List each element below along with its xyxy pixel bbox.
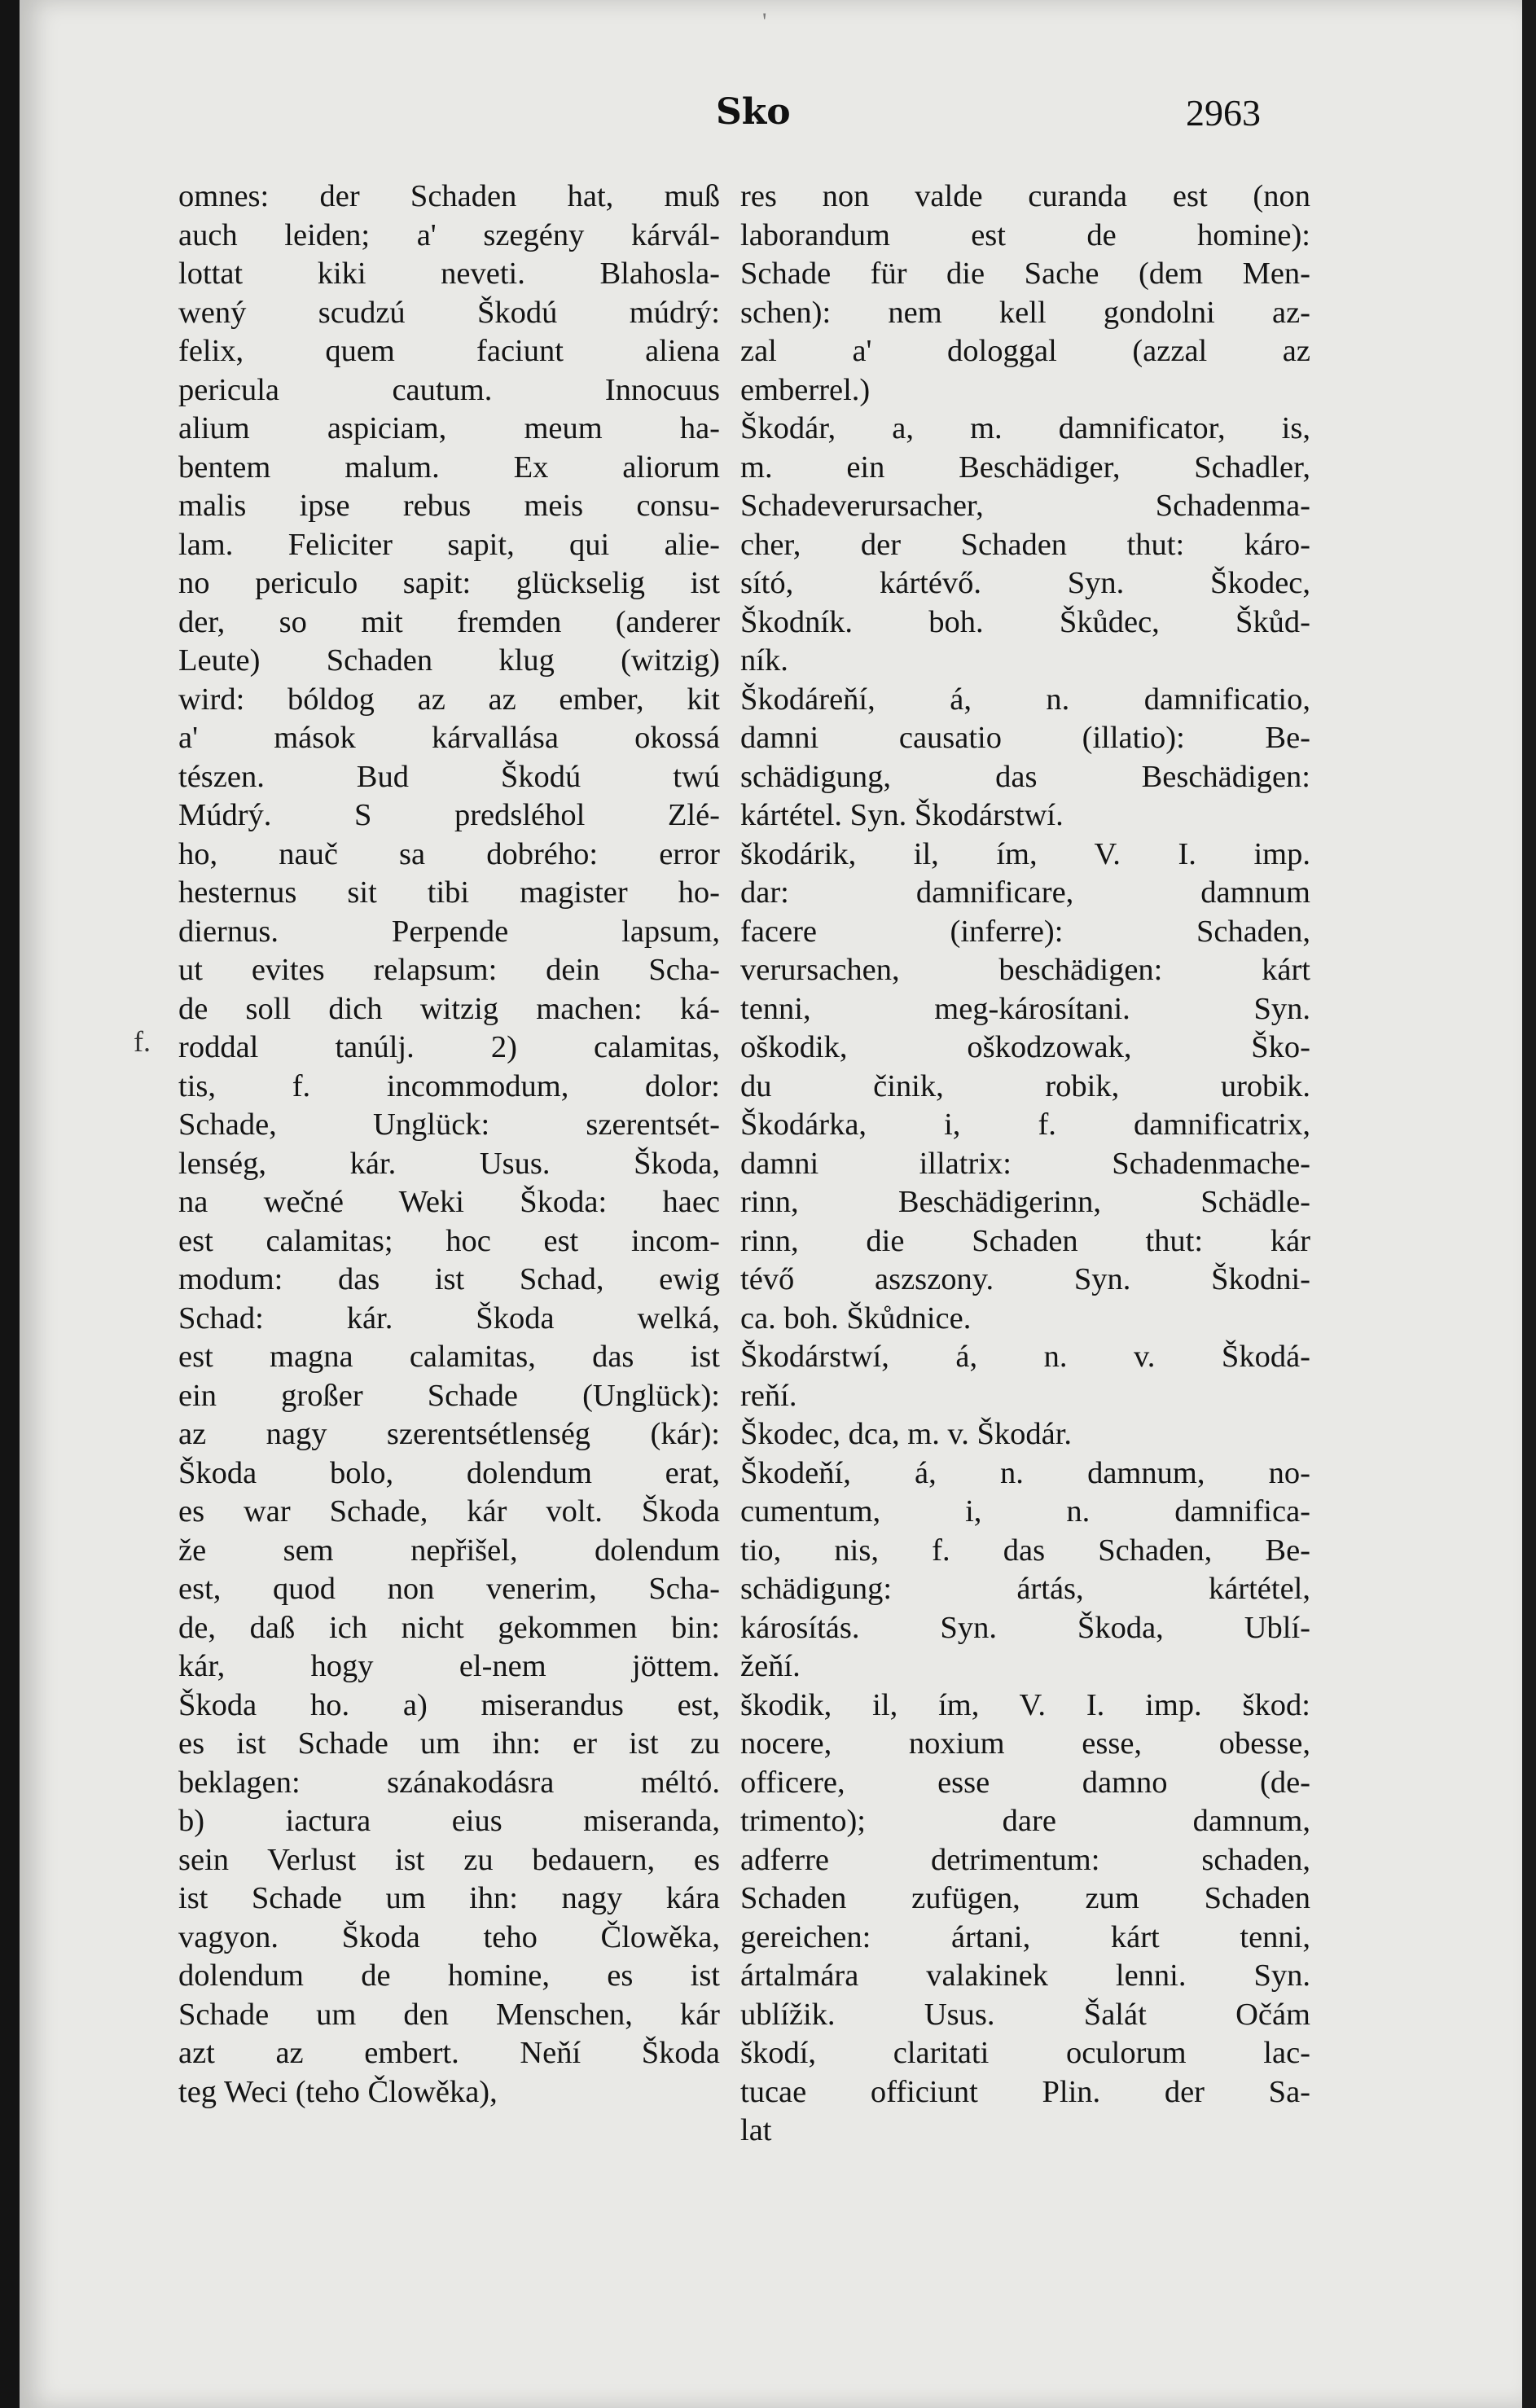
text-line: na wečné Weki Škoda: haec xyxy=(178,1185,720,1219)
text-line: lottat kiki neveti. Blahosla- xyxy=(178,257,720,291)
book-page xyxy=(20,0,1522,2408)
text-line: felix, quem faciunt aliena xyxy=(178,334,720,368)
text-line: wird: bóldog az az ember, kit xyxy=(178,682,720,717)
text-line: es war Schade, kár volt. Škoda xyxy=(178,1494,720,1529)
text-line: est, quod non venerim, Scha- xyxy=(178,1572,720,1606)
text-line: diernus. Perpende lapsum, xyxy=(178,914,720,949)
text-line: ca. boh. Škůdnice. xyxy=(740,1300,972,1336)
text-line: a' mások kárvallása okossá xyxy=(178,721,720,755)
text-line: Schade für die Sache (dem Men- xyxy=(740,257,1310,291)
text-line: Škoda bolo, dolendum erat, xyxy=(178,1455,720,1490)
text-line: damni causatio (illatio): Be- xyxy=(740,721,1310,755)
text-line: škodárik, il, ím, V. I. imp. xyxy=(740,836,1310,871)
text-line: Múdrý. S predsléhol Zlé- xyxy=(178,798,720,832)
text-line: az nagy szerentsétlenség (kár): xyxy=(178,1417,720,1451)
left-column xyxy=(178,178,720,2112)
text-line: de, daß ich nicht gekommen bin: xyxy=(178,1610,720,1645)
text-line: vagyon. Škoda teho Člowěka, xyxy=(178,1919,720,1954)
text-line: že sem nepřišel, dolendum xyxy=(178,1533,720,1568)
text-line: damni illatrix: Schadenmache- xyxy=(740,1146,1310,1181)
text-line: ist Schade um ihn: nagy kára xyxy=(178,1881,720,1915)
text-line: ut evites relapsum: dein Scha- xyxy=(178,953,720,987)
page-header xyxy=(20,91,1522,140)
text-line: sein Verlust ist zu bedauern, es xyxy=(178,1842,720,1877)
text-line: Schaden zufügen, zum Schaden xyxy=(740,1881,1310,1915)
scan-speck: ' xyxy=(762,8,767,35)
book-gutter-left xyxy=(0,0,20,2408)
text-line: hesternus sit tibi magister ho- xyxy=(178,875,720,910)
text-line: verursachen, beschädigen: kárt xyxy=(740,953,1310,987)
text-line: Schadeverursacher, Schadenma- xyxy=(740,489,1310,523)
text-line: bentem malum. Ex aliorum xyxy=(178,450,720,485)
text-line: est calamitas; hoc est incom- xyxy=(178,1223,720,1258)
text-line: auch leiden; a' szegény kárvál- xyxy=(178,217,720,252)
text-line: tévő aszszony. Syn. Škodni- xyxy=(740,1262,1310,1296)
text-line: Škodník. boh. Škůdec, Škůd- xyxy=(740,604,1310,639)
text-line: cumentum, i, n. damnifica- xyxy=(740,1494,1310,1529)
text-line: ublížik. Usus. Šalát Očám xyxy=(740,1997,1310,2032)
text-line: oškodik, oškodzowak, Ško- xyxy=(740,1030,1310,1064)
text-line: schädigung: ártás, kártétel, xyxy=(740,1572,1310,1606)
page-number: 2963 xyxy=(1186,92,1261,134)
text-line: es ist Schade um ihn: er ist zu xyxy=(178,1726,720,1761)
text-line: žeňí. xyxy=(740,1649,801,1683)
text-line: pericula cautum. Innocuus xyxy=(178,372,720,407)
text-line: schädigung, das Beschädigen: xyxy=(740,759,1310,794)
text-line: Škodáreňí, á, n. damnificatio, xyxy=(740,682,1310,717)
text-line: de soll dich witzig machen: ká- xyxy=(178,991,720,1026)
text-line: adferre detrimentum: schaden, xyxy=(740,1842,1310,1877)
book-edge-right xyxy=(1522,0,1536,2408)
text-line: kártétel. Syn. Škodárstwí. xyxy=(740,798,1064,832)
text-line: cher, der Schaden thut: káro- xyxy=(740,527,1310,562)
text-line: Schad: kár. Škoda welká, xyxy=(178,1300,720,1336)
right-column xyxy=(740,178,1310,2151)
text-line: ník. xyxy=(740,643,788,678)
text-line: ártalmára valakinek lenni. Syn. xyxy=(740,1958,1310,1993)
text-line: zal a' dologgal (azzal az xyxy=(740,334,1310,368)
text-line: omnes: der Schaden hat, muß xyxy=(178,179,720,213)
text-line: trimento); dare damnum, xyxy=(740,1804,1310,1838)
text-line: teg Weci (teho Člowěka), xyxy=(178,2074,498,2109)
text-line: tenni, meg-károsítani. Syn. xyxy=(740,991,1310,1026)
text-line: officere, esse damno (de- xyxy=(740,1765,1310,1800)
text-line: dolendum de homine, es ist xyxy=(178,1958,720,1993)
text-line: tis, f. incommodum, dolor: xyxy=(178,1068,720,1103)
text-line: res non valde curanda est (non xyxy=(740,179,1310,213)
text-line: škodí, claritati oculorum lac- xyxy=(740,2036,1310,2070)
text-line: Schade, Unglück: szerentsét- xyxy=(178,1108,720,1142)
text-line: beklagen: szánakodásra méltó. xyxy=(178,1765,720,1800)
text-line: Leute) Schaden klug (witzig) xyxy=(178,643,720,678)
text-line: károsítás. Syn. Škoda, Ublí- xyxy=(740,1610,1310,1645)
text-line: b) iactura eius miseranda, xyxy=(178,1804,720,1838)
text-line: Škoda ho. a) miserandus est, xyxy=(178,1687,720,1722)
text-line: no periculo sapit: glückselig ist xyxy=(178,566,720,600)
text-line: alium aspiciam, meum ha- xyxy=(178,411,720,445)
text-line: tucae officiunt Plin. der Sa- xyxy=(740,2074,1310,2109)
text-line: wený scudzú Škodú múdrý: xyxy=(178,295,720,330)
text-line: modum: das ist Schad, ewig xyxy=(178,1262,720,1296)
text-line: lat xyxy=(740,2113,772,2147)
text-line: dar: damnificare, damnum xyxy=(740,875,1310,910)
text-line: der, so mit fremden (anderer xyxy=(178,604,720,639)
text-line: sító, kártévő. Syn. Škodec, xyxy=(740,566,1310,600)
text-line: rinn, die Schaden thut: kár xyxy=(740,1223,1310,1258)
text-line: est magna calamitas, das ist xyxy=(178,1340,720,1374)
text-line: lam. Feliciter sapit, qui alie- xyxy=(178,527,720,562)
text-line: škodik, il, ím, V. I. imp. škod: xyxy=(740,1687,1310,1722)
text-line: Škodár, a, m. damnificator, is, xyxy=(740,411,1310,445)
text-line: reňí. xyxy=(740,1378,797,1413)
text-line: gereichen: ártani, kárt tenni, xyxy=(740,1919,1310,1954)
text-line: tio, nis, f. das Schaden, Be- xyxy=(740,1533,1310,1568)
text-line: malis ipse rebus meis consu- xyxy=(178,489,720,523)
text-line: rinn, Beschädigerinn, Schädle- xyxy=(740,1185,1310,1219)
text-line: schen): nem kell gondolni az- xyxy=(740,295,1310,330)
running-head: Sko xyxy=(716,91,791,133)
text-line: ein großer Schade (Unglück): xyxy=(178,1378,720,1413)
text-line: Škodeňí, á, n. damnum, no- xyxy=(740,1455,1310,1490)
text-line: Škodárka, i, f. damnificatrix, xyxy=(740,1108,1310,1142)
text-line: facere (inferre): Schaden, xyxy=(740,914,1310,949)
text-line: m. ein Beschädiger, Schadler, xyxy=(740,450,1310,485)
text-line: nocere, noxium esse, obesse, xyxy=(740,1726,1310,1761)
text-line: kár, hogy el-nem jöttem. xyxy=(178,1649,720,1683)
margin-note: f. xyxy=(134,1025,151,1058)
text-line: ho, nauč sa dobrého: error xyxy=(178,836,720,871)
text-line: Škodec, dca, m. v. Škodár. xyxy=(740,1417,1073,1451)
text-line: laborandum est de homine): xyxy=(740,217,1310,252)
text-line: emberrel.) xyxy=(740,372,871,407)
text-line: azt az embert. Neňí Škoda xyxy=(178,2036,720,2070)
text-line: lenség, kár. Usus. Škoda, xyxy=(178,1146,720,1181)
text-line: roddal tanúlj. 2) calamitas, xyxy=(178,1030,720,1064)
text-line: tészen. Bud Škodú twú xyxy=(178,759,720,794)
text-line: du činik, robik, urobik. xyxy=(740,1068,1310,1103)
text-line: Škodárstwí, á, n. v. Škodá- xyxy=(740,1340,1310,1374)
text-line: Schade um den Menschen, kár xyxy=(178,1997,720,2032)
